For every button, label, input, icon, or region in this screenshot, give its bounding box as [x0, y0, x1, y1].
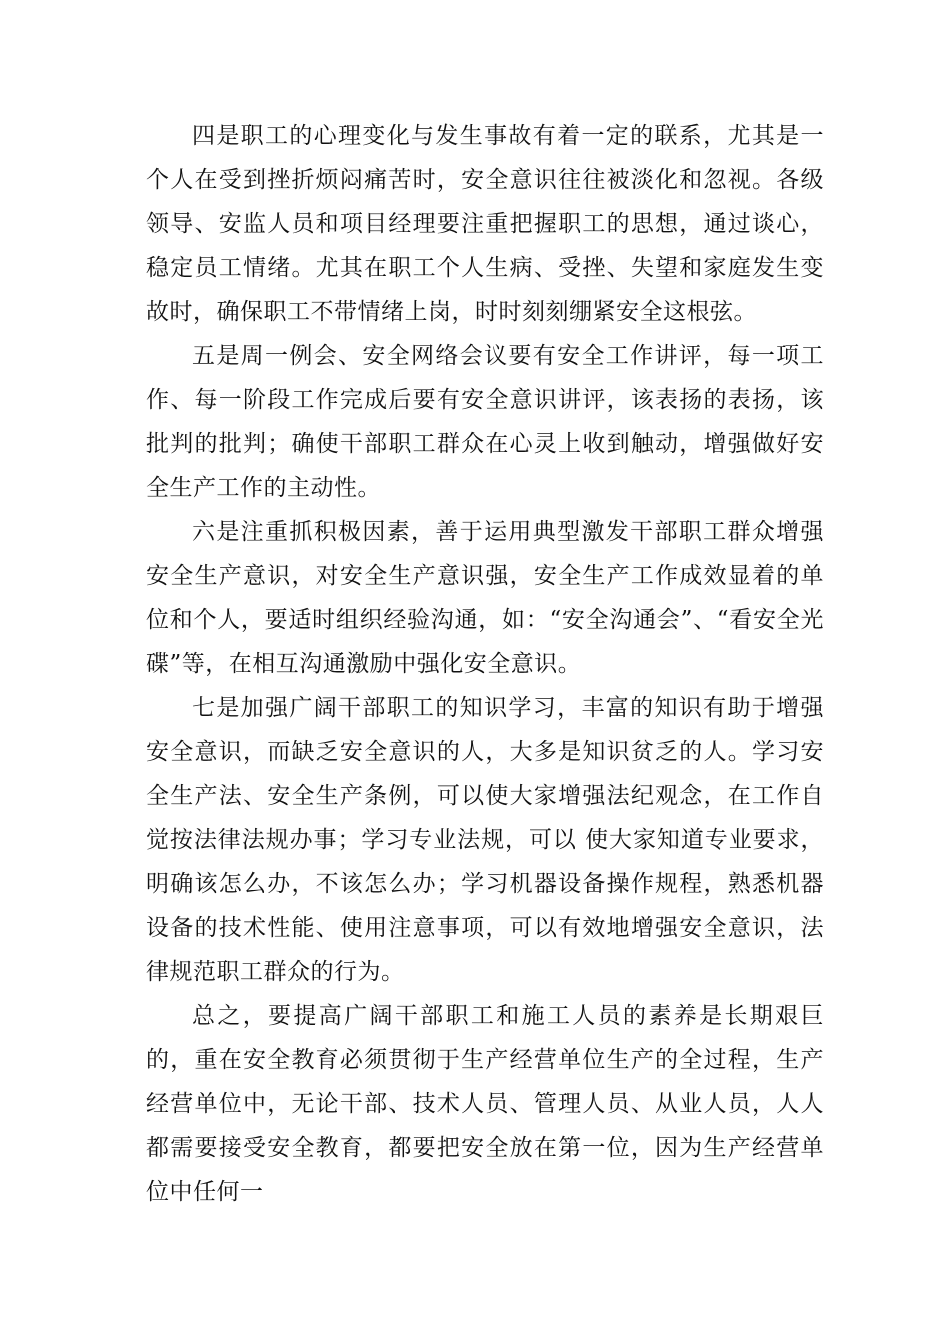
paragraph-summary: 总之，要提高广阔干部职工和施工人员的素养是长期艰巨的，重在安全教育必须贯彻于生产经营单位生产的全过程，生产经营单位中，无论干部、技术人员、管理人员、从业人员，人人都需要接受安全教育，都要把安全放在第一位，因为生产经营单位中任何一: [146, 1003, 824, 1205]
paragraph-6: 六是注重抓积极因素，善于运用典型激发干部职工群众增强安全生产意识，对安全生产意识强，安全生产工作成效显着的单位和个人，要适时组织经验沟通，如：“安全沟通会”、“看安全光碟”等，在相互沟通激励中强化安全意识。: [146, 519, 824, 677]
paragraph-5: 五是周一例会、安全网络会议要有安全工作讲评，每一项工作、每一阶段工作完成后要有安全意识讲评，该表扬的表扬，该批判的批判；确使干部职工群众在心灵上收到触动，增强做好安全生产工作的主动性。: [146, 343, 824, 501]
paragraph-7: 七是加强广阔干部职工的知识学习，丰富的知识有助于增强安全意识，而缺乏安全意识的人，大多是知识贫乏的人。学习安全生产法、安全生产条例，可以使大家增强法纪观念，在工作自觉按法律法规办事；学习专业法规，可以 使大家知道专业要求，明确该怎么办，不该怎么办；学习机器设备操作规程，熟悉机器设备的技术性能、使用注意事项，可以有效地增强安全意识，法律规范职工群众的行为。: [146, 695, 824, 985]
paragraph-4: 四是职工的心理变化与发生事故有着一定的联系，尤其是一个人在受到挫折烦闷痛苦时，安全意识往往被淡化和忽视。各级领导、安监人员和项目经理要注重把握职工的思想，通过谈心，稳定员工情绪。尤其在职工个人生病、受挫、失望和家庭发生变故时，确保职工不带情绪上岗，时时刻刻绷紧安全这根弦。: [146, 123, 824, 325]
document-body: [146, 114, 824, 1214]
